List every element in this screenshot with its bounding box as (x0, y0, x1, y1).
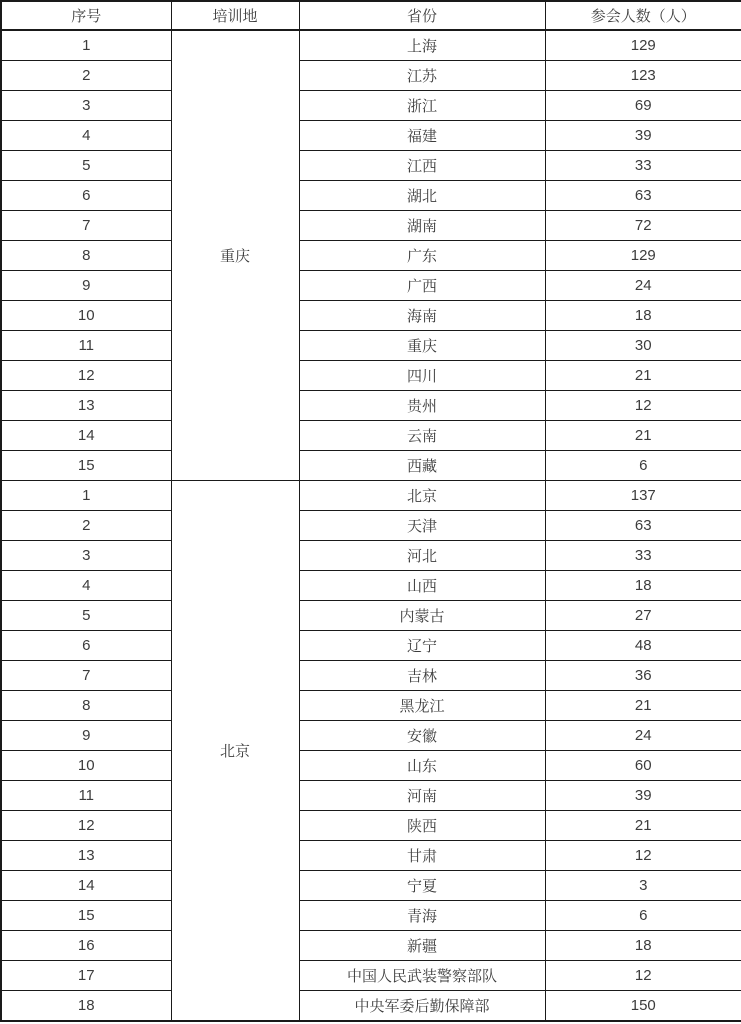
attendees-cell: 137 (545, 481, 741, 511)
province-cell: 陕西 (299, 811, 545, 841)
serial-cell: 1 (1, 481, 171, 511)
province-cell: 山东 (299, 751, 545, 781)
serial-cell: 14 (1, 421, 171, 451)
province-cell: 河南 (299, 781, 545, 811)
province-cell: 上海 (299, 30, 545, 61)
attendees-cell: 12 (545, 841, 741, 871)
province-cell: 中央军委后勤保障部 (299, 991, 545, 1022)
attendees-cell: 69 (545, 91, 741, 121)
serial-cell: 10 (1, 751, 171, 781)
serial-cell: 3 (1, 91, 171, 121)
table-row (1, 241, 741, 271)
province-cell: 天津 (299, 511, 545, 541)
table-row (1, 301, 741, 331)
province-cell: 辽宁 (299, 631, 545, 661)
province-cell: 甘肃 (299, 841, 545, 871)
serial-cell: 12 (1, 361, 171, 391)
attendees-cell: 21 (545, 361, 741, 391)
table-row (1, 781, 741, 811)
attendees-cell: 36 (545, 661, 741, 691)
serial-cell: 5 (1, 601, 171, 631)
attendees-cell: 39 (545, 781, 741, 811)
attendees-cell: 60 (545, 751, 741, 781)
attendees-cell: 123 (545, 61, 741, 91)
table-row (1, 331, 741, 361)
table-row (1, 211, 741, 241)
table-row (1, 421, 741, 451)
serial-cell: 18 (1, 991, 171, 1022)
attendees-cell: 6 (545, 451, 741, 481)
province-cell: 宁夏 (299, 871, 545, 901)
attendees-cell: 24 (545, 721, 741, 751)
serial-cell: 2 (1, 61, 171, 91)
attendees-cell: 129 (545, 241, 741, 271)
serial-cell: 15 (1, 901, 171, 931)
province-cell: 广东 (299, 241, 545, 271)
province-cell: 中国人民武装警察部队 (299, 961, 545, 991)
attendees-cell: 18 (545, 571, 741, 601)
attendees-cell: 33 (545, 541, 741, 571)
serial-cell: 1 (1, 30, 171, 61)
serial-cell: 14 (1, 871, 171, 901)
province-cell: 西藏 (299, 451, 545, 481)
serial-cell: 9 (1, 721, 171, 751)
table-row (1, 901, 741, 931)
province-cell: 青海 (299, 901, 545, 931)
province-cell: 山西 (299, 571, 545, 601)
attendees-cell: 21 (545, 421, 741, 451)
serial-cell: 17 (1, 961, 171, 991)
training-location-cell: 重庆 (171, 30, 299, 481)
attendees-cell: 21 (545, 691, 741, 721)
serial-cell: 8 (1, 241, 171, 271)
serial-cell: 4 (1, 571, 171, 601)
header-serial: 序号 (1, 1, 171, 30)
serial-cell: 9 (1, 271, 171, 301)
table-row (1, 991, 741, 1022)
province-cell: 海南 (299, 301, 545, 331)
table-row (1, 391, 741, 421)
province-cell: 福建 (299, 121, 545, 151)
table-row (1, 361, 741, 391)
attendees-cell: 33 (545, 151, 741, 181)
province-cell: 黑龙江 (299, 691, 545, 721)
attendees-cell: 12 (545, 391, 741, 421)
header-training-location: 培训地 (171, 1, 299, 30)
attendees-cell: 3 (545, 871, 741, 901)
province-cell: 内蒙古 (299, 601, 545, 631)
table-row (1, 631, 741, 661)
attendees-cell: 27 (545, 601, 741, 631)
serial-cell: 16 (1, 931, 171, 961)
table-row (1, 871, 741, 901)
table-row (1, 151, 741, 181)
province-cell: 四川 (299, 361, 545, 391)
province-cell: 湖南 (299, 211, 545, 241)
attendees-cell: 24 (545, 271, 741, 301)
table-row (1, 571, 741, 601)
attendees-cell: 6 (545, 901, 741, 931)
header-province: 省份 (299, 1, 545, 30)
attendees-cell: 63 (545, 511, 741, 541)
province-cell: 云南 (299, 421, 545, 451)
table-row (1, 691, 741, 721)
serial-cell: 5 (1, 151, 171, 181)
attendees-cell: 12 (545, 961, 741, 991)
table-row (1, 541, 741, 571)
table-row (1, 481, 741, 511)
attendees-cell: 48 (545, 631, 741, 661)
serial-cell: 11 (1, 781, 171, 811)
province-cell: 河北 (299, 541, 545, 571)
attendees-cell: 129 (545, 30, 741, 61)
serial-cell: 4 (1, 121, 171, 151)
serial-cell: 15 (1, 451, 171, 481)
attendees-cell: 72 (545, 211, 741, 241)
province-cell: 新疆 (299, 931, 545, 961)
province-cell: 安徽 (299, 721, 545, 751)
attendees-cell: 18 (545, 931, 741, 961)
attendees-cell: 39 (545, 121, 741, 151)
serial-cell: 10 (1, 301, 171, 331)
table-row (1, 91, 741, 121)
header-row (1, 1, 741, 30)
table-row (1, 841, 741, 871)
table-row (1, 61, 741, 91)
header-attendees: 参会人数（人） (545, 1, 741, 30)
table-body (1, 30, 741, 1021)
province-cell: 江西 (299, 151, 545, 181)
serial-cell: 7 (1, 661, 171, 691)
province-cell: 贵州 (299, 391, 545, 421)
table-row (1, 751, 741, 781)
table-row (1, 961, 741, 991)
table-row (1, 181, 741, 211)
serial-cell: 3 (1, 541, 171, 571)
serial-cell: 13 (1, 391, 171, 421)
table-row (1, 271, 741, 301)
serial-cell: 6 (1, 631, 171, 661)
province-cell: 北京 (299, 481, 545, 511)
attendees-cell: 63 (545, 181, 741, 211)
province-cell: 吉林 (299, 661, 545, 691)
province-cell: 湖北 (299, 181, 545, 211)
serial-cell: 7 (1, 211, 171, 241)
table-row (1, 661, 741, 691)
table-row (1, 30, 741, 61)
serial-cell: 12 (1, 811, 171, 841)
table-row (1, 601, 741, 631)
training-location-cell: 北京 (171, 481, 299, 1022)
table-row (1, 511, 741, 541)
serial-cell: 2 (1, 511, 171, 541)
serial-cell: 6 (1, 181, 171, 211)
province-cell: 广西 (299, 271, 545, 301)
table-header (1, 1, 741, 30)
table-row (1, 121, 741, 151)
table-row (1, 931, 741, 961)
attendees-cell: 21 (545, 811, 741, 841)
province-cell: 江苏 (299, 61, 545, 91)
table-row (1, 451, 741, 481)
serial-cell: 8 (1, 691, 171, 721)
table-row (1, 721, 741, 751)
attendees-cell: 18 (545, 301, 741, 331)
attendees-cell: 30 (545, 331, 741, 361)
province-cell: 浙江 (299, 91, 545, 121)
serial-cell: 13 (1, 841, 171, 871)
province-cell: 重庆 (299, 331, 545, 361)
attendees-cell: 150 (545, 991, 741, 1022)
table-row (1, 811, 741, 841)
serial-cell: 11 (1, 331, 171, 361)
